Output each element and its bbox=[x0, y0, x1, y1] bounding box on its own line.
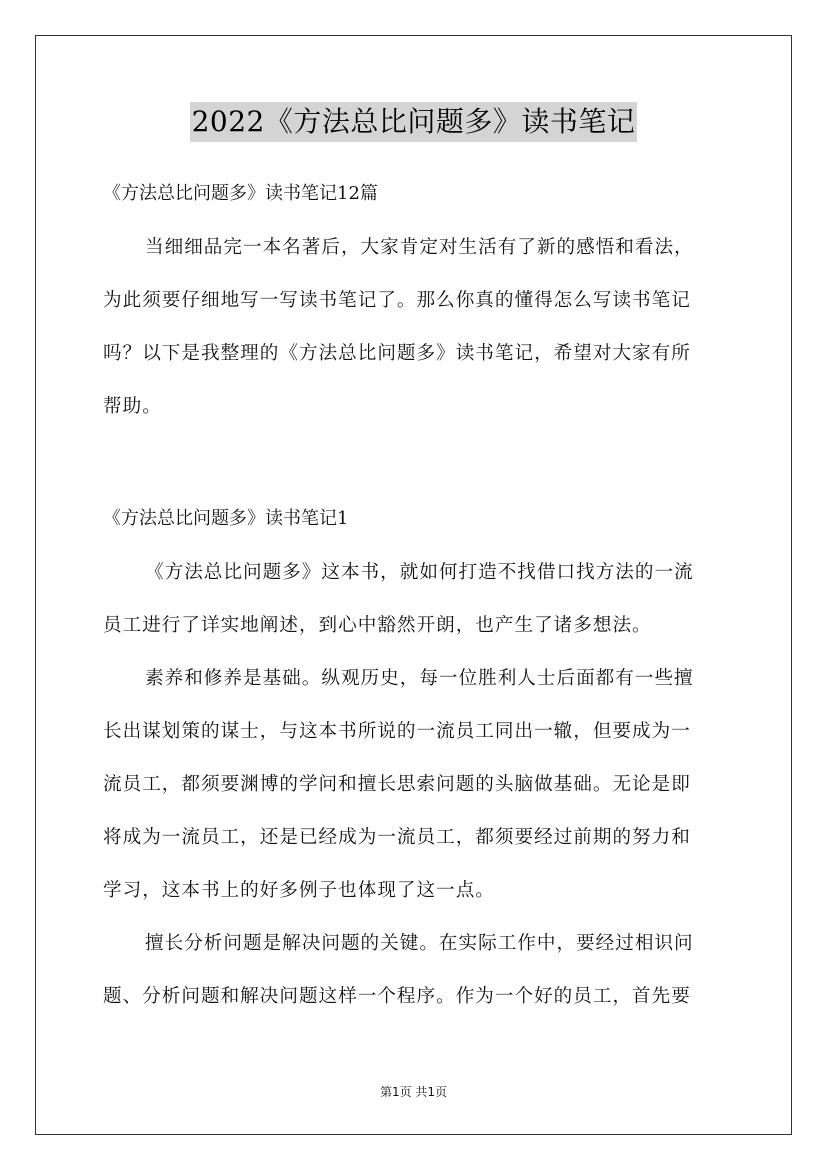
section-body bbox=[103, 546, 733, 1023]
document-subtitle: 《方法总比问题多》读书笔记12篇 bbox=[103, 183, 378, 204]
intro-line: 吗？以下是我整理的《方法总比问题多》读书笔记，希望对大家有所 bbox=[103, 343, 691, 364]
section-heading: 《方法总比问题多》读书笔记1 bbox=[103, 508, 349, 529]
body-line: 长出谋划策的谋士，与这本书所说的一流员工同出一辙，但要成为一 bbox=[103, 721, 691, 742]
body-line: 学习，这本书上的好多例子也体现了这一点。 bbox=[103, 880, 495, 901]
body-line: 员工进行了详实地阐述，到心中豁然开朗，也产生了诸多想法。 bbox=[103, 615, 652, 636]
intro-line: 为此须要仔细地写一写读书笔记了。那么你真的懂得怎么写读书笔记 bbox=[103, 290, 691, 311]
intro-paragraph bbox=[103, 221, 733, 433]
body-line: 《方法总比问题多》这本书，就如何打造不找借口找方法的一流 bbox=[145, 562, 694, 583]
body-line: 将成为一流员工，还是已经成为一流员工，都须要经过前期的努力和 bbox=[103, 827, 691, 848]
body-line: 题、分析问题和解决问题这样一个程序。作为一个好的员工，首先要 bbox=[103, 986, 691, 1007]
intro-line: 帮助。 bbox=[103, 396, 162, 417]
body-line: 流员工，都须要渊博的学问和擅长思索问题的头脑做基础。无论是即 bbox=[103, 774, 691, 795]
title-container bbox=[0, 102, 827, 142]
intro-line: 当细细品完一本名著后，大家肯定对生活有了新的感悟和看法， bbox=[145, 237, 694, 258]
body-line: 擅长分析问题是解决问题的关键。在实际工作中，要经过相识问 bbox=[145, 933, 694, 954]
page-footer: 第1页 共1页 bbox=[379, 1085, 448, 1099]
body-line: 素养和修养是基础。纵观历史，每一位胜利人士后面都有一些擅 bbox=[145, 668, 694, 689]
document-title: 2022《方法总比问题多》读书笔记 bbox=[190, 102, 638, 142]
